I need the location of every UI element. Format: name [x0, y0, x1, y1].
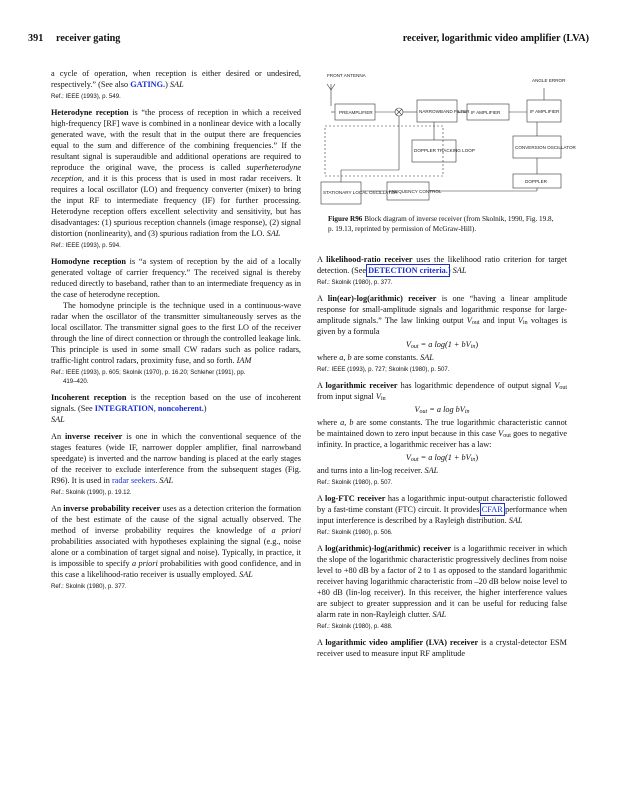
var-v: V — [517, 316, 523, 325]
entry-inverse-probability-receiver — [51, 503, 301, 591]
equation-body: = a log bV — [429, 405, 465, 414]
equation-body: = a log(1 + bV — [420, 340, 471, 349]
body-text: voltages is given by a formula — [317, 316, 568, 336]
italic-term: a priori — [132, 559, 158, 568]
label-doppler: DOPPLER — [525, 179, 547, 184]
subscript: in — [464, 409, 470, 415]
entry-term: Incoherent reception — [51, 393, 127, 402]
reference — [51, 368, 301, 386]
entry-term: Heterodyne reception — [51, 108, 129, 117]
body-text: A — [317, 255, 327, 264]
var-b: b — [347, 353, 352, 362]
var-v: V — [405, 453, 411, 462]
reference-line: 419–420. — [63, 378, 89, 385]
body-text: a cycle of operation, when reception is either desired or undesired, respectively.” (See also — [51, 69, 301, 89]
body-text: and turns into a lin-log receiver. — [317, 466, 425, 475]
author-initials: SAL — [452, 266, 467, 275]
body-text: where — [317, 418, 341, 427]
left-column — [51, 68, 301, 597]
label-angle-error: ANGLE ERROR — [532, 78, 566, 83]
label-narrowband-filter: NARROWBAND FILTER — [419, 109, 470, 114]
author-initials: SAL — [508, 516, 523, 525]
entry-term: Homodyne reception — [51, 257, 127, 266]
subscript: out — [503, 433, 511, 439]
body-text: uses as a detection criterion the formation of the best estimate of the cause of the signal actually observed. The method of inverse probability requires the knowledge of — [51, 504, 301, 535]
running-header — [28, 33, 589, 49]
var-a: a — [340, 418, 345, 427]
var-v: V — [405, 340, 411, 349]
body-text: and input — [479, 316, 518, 325]
figure-r96-block-diagram — [317, 70, 576, 210]
body-text: probabilities with good confidence, and in this case a likelihood-ratio receiver is usually employed. — [51, 559, 301, 579]
reference: Ref.: IEEE (1993), p. 549. — [51, 93, 121, 100]
subscript: out — [559, 385, 567, 391]
reference: Ref.: Skolnik (1980), p. 377. — [317, 279, 393, 286]
entry-term: likelihood-ratio receiver — [326, 255, 413, 264]
body-text: are some constants. — [351, 353, 421, 362]
body-text: are some constants. The true logarithmic characteristic cannot be maintained down to zero input because in this case — [317, 418, 568, 438]
label-frequency-control: FREQUENCY CONTROL — [389, 189, 442, 194]
entry-log-log-receiver — [317, 543, 567, 631]
equation-end: ) — [475, 453, 479, 462]
author-initials: SAL — [51, 415, 65, 424]
var-v: V — [375, 392, 381, 401]
label-conversion-osc: CONVERSION OSCILLATOR — [515, 145, 576, 150]
entry-log-ftc-receiver — [317, 493, 567, 537]
entry-homodyne-reception — [51, 256, 301, 386]
body-text: has a logarithmic input-output characteristic followed by a fast-time constant (FTC) circuit. It provides — [317, 494, 567, 514]
author-initials: SAL — [159, 476, 174, 485]
right-running-title: receiver, logarithmic video amplifier (LVA) — [402, 33, 589, 44]
body-text: has logarithmic dependence of output signal — [397, 381, 555, 390]
var-a: a — [339, 353, 344, 362]
body-text: ) — [165, 80, 170, 89]
body-text: is a crystal-detector ESM receiver used to measure input RF amplitude — [317, 638, 567, 658]
equation-log-2 — [317, 452, 567, 463]
label-if-amp-2: IF AMPLIFIER — [530, 109, 560, 114]
body-text: performance when input interference is described by a Rayleigh distribution. — [317, 505, 567, 525]
author-initials: SAL — [266, 229, 281, 238]
body-text: An — [51, 432, 65, 441]
body-text: , — [153, 404, 158, 413]
equation-end: ) — [475, 340, 479, 349]
entry-term: log-FTC receiver — [324, 494, 386, 503]
body-text: A — [317, 294, 328, 303]
entry-term: lin(ear)-log(arithmic) receiver — [327, 294, 437, 303]
body-text: ) — [203, 404, 207, 413]
body-text: ) — [447, 266, 453, 275]
body-text: probabilities associated with hypotheses explaining the signal (e.g., noise alone or a combination of target signal and noise). Typically, in practice, it is impossible to specify — [51, 537, 301, 568]
xref-radar-seekers[interactable]: radar seekers — [111, 476, 156, 485]
equation-body: = a log(1 + bV — [420, 453, 471, 462]
subscript: in — [470, 344, 476, 350]
block-diagram-svg — [317, 70, 576, 210]
body-text: A — [317, 544, 326, 553]
entry-term: logarithmic receiver — [325, 381, 398, 390]
author-initials: SAL — [432, 610, 447, 619]
body-text: is “the process of reception in which a received high-frequency [RF] wave is combined in a nonlinear device with a locally generated wave, with the result that in the output there are frequencies equal to the sum and difference of the combining frequencies.” If the resultant signal is superaudible and additional operations are required to reproduce the original wave, the process is called — [51, 108, 301, 172]
right-column — [317, 254, 567, 659]
figure-caption-label: Figure R96 — [328, 215, 363, 223]
label-stationary-lo: STATIONARY LOCAL OSCILLATOR — [323, 190, 398, 195]
xref-cfar[interactable]: CFAR — [481, 505, 503, 514]
body-text: where — [317, 353, 340, 362]
entry-logarithmic-receiver — [317, 380, 567, 487]
body-text: A — [317, 494, 325, 503]
author-initials: SAL — [239, 570, 253, 579]
body-text: . — [155, 476, 160, 485]
entry-lin-log-receiver — [317, 293, 567, 374]
body-text: is “a system of reception by the aid of a locally generated voltage of carrier frequency.” The received signal is thereby reduced directly to baseband, rather than to an intermediate frequency as in the case of heterodyne reception. — [51, 257, 302, 299]
label-front-antenna: FRONT ANTENNA — [327, 73, 366, 78]
subscript: in — [522, 320, 528, 326]
var-v: V — [414, 405, 420, 414]
label-if-amp: IF AMPLIFIER — [471, 110, 501, 115]
body-text: The homodyne principle is the technique used in a continuous-wave radar when the oscillator of the transmitter simultaneously serves as the local oscillator. The transmitter signal goes to the first LO of the receiver through the line of direct connection or through the controlled leakage link. This principle is used in some small CW radars such as police radars, traffic-light control radars, proximity fuse, and so forth. — [51, 301, 301, 365]
italic-term: a priori — [271, 526, 301, 535]
body-text: , — [344, 418, 350, 427]
page-number: 391 — [28, 33, 44, 44]
entry-term: logarithmic video amplifier (LVA) receiver — [325, 638, 479, 647]
subscript: out — [419, 409, 428, 415]
var-v: V — [498, 429, 504, 438]
equation-log — [317, 404, 567, 415]
reference: Ref.: Skolnik (1980), p. 488. — [317, 623, 393, 630]
author-initials: SAL — [169, 80, 184, 89]
label-doppler-tracking: DOPPLER TRACKING LOOP — [414, 148, 475, 153]
entry-term: log(arithmic)-log(arithmic) receiver — [325, 544, 452, 553]
subscript: out — [410, 344, 419, 350]
body-text: goes to negative infinity. In practice, a logarithmic receiver has a law: — [317, 429, 567, 449]
entry-likelihood-ratio-receiver — [317, 254, 567, 287]
reference: Ref.: Skolnik (1990), p. 19.12. — [51, 489, 132, 496]
entry-lva-receiver — [317, 637, 567, 659]
left-running-title: receiver gating — [56, 33, 121, 44]
xref-gating[interactable]: GATING. — [130, 80, 166, 89]
figure-caption — [328, 214, 560, 234]
body-text: is a logarithmic receiver in which the slope of the logarithmic characteristic progressively declines from noise level to +80 dB by a factor of 2 to 1 as opposed to the standard logarithmic receiver having logarithmic characteristic from –20 dB below noise level to +80 dB (lin-log receiver). In this receiver, the higher interference values are subject to greater suppression and it can be useful for reducing false alarm rate in non-Rayleigh clutter. — [317, 544, 567, 619]
body-text: is one “having a linear amplitude response for small-amplitude signals and logarithmic response for large-amplitude signals.” The law linking output — [317, 294, 567, 325]
body-text: , — [343, 353, 348, 362]
body-text: is one in which the conventional sequence of the stages features (wide IF, narrower doppler amplifier, final narrowband speedgate) is inverted and the narrow banding is placed at the early stages of the receiver to exclude interference from the subsequent stages (Fig. R96). It is used in — [51, 432, 301, 485]
var-v: V — [554, 381, 560, 390]
subscript: in — [380, 396, 386, 402]
entry-term: inverse probability receiver — [63, 504, 161, 513]
var-v: V — [466, 316, 472, 325]
label-preamp: PREAMPLIFIER — [339, 110, 373, 115]
entry-inverse-receiver — [51, 431, 301, 497]
body-text: from input signal — [317, 392, 376, 401]
body-text: , and it is this process that is used in most radar receivers. It requires a local oscillator (LO) and frequency converter (mixer) to bring the input RF to intermediate frequency (IF) for further processing. Heterodyne reception offers excellent selectivity and sensitivity, but has disadvantages: (1) spurious reception channels (image response), (2) signal distortion (nonlinearity), and (3) spurious radiation from the LO. — [51, 174, 301, 238]
figure-caption-text: Block diagram of inverse receiver (from Skolnik, 1990, Fig. 19.8, p. 19.13, reprinted by permission of McGraw-Hill). — [328, 215, 554, 233]
subscript: out — [410, 457, 419, 463]
reference-line: Ref.: IEEE (1993), p. 605; Skolnik (1970), p. 16.20; Schleher (1991), pp. — [51, 369, 246, 376]
author-initials: IAM — [236, 356, 252, 365]
entry-heterodyne-reception — [51, 107, 301, 250]
xref-noncoherent[interactable]: noncoherent. — [157, 404, 204, 413]
entry-term: inverse receiver — [64, 432, 123, 441]
xref-integration[interactable]: INTEGRATION — [94, 404, 154, 413]
author-initials: SAL — [420, 353, 434, 362]
subscript: in — [470, 457, 476, 463]
reference: Ref.: Skolnik (1980), p. 377. — [51, 583, 127, 590]
body-text: An — [51, 504, 64, 513]
subscript: out — [471, 320, 480, 326]
entry-gating-continuation — [51, 68, 301, 101]
body-text: is the reception based on the use of incoherent signals. (See — [51, 393, 302, 413]
reference: Ref.: IEEE (1993), p. 727; Skolnik (1980), p. 507. — [317, 366, 450, 373]
reference: Ref.: IEEE (1993), p. 594. — [51, 242, 121, 249]
italic-term: superheterodyne reception — [51, 163, 301, 183]
body-text: A — [317, 381, 326, 390]
reference: Ref.: Skolnik (1980), p. 506. — [317, 529, 393, 536]
reference: Ref.: Skolnik (1980), p. 507. — [317, 479, 393, 486]
xref-detection-criteria[interactable]: DETECTION criteria. — [368, 266, 448, 275]
var-b: b — [349, 418, 354, 427]
equation-lin-log — [317, 339, 567, 350]
body-text: uses the likelihood ratio criterion for target detection. (See — [317, 255, 567, 275]
body-text: A — [317, 638, 326, 647]
author-initials: SAL — [424, 466, 439, 475]
entry-incoherent-reception — [51, 392, 301, 431]
